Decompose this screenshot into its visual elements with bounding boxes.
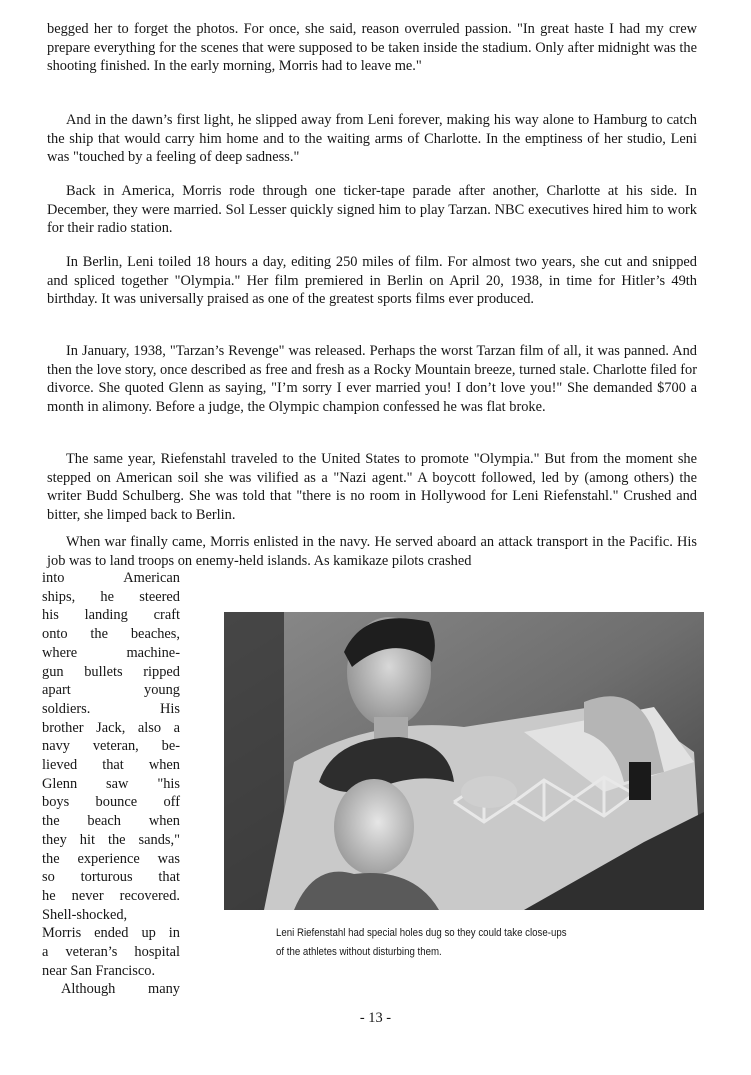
column-line: near San Francisco. — [42, 962, 156, 979]
paragraph-1: begged her to forget the photos. For once, she said, reason overruled passion. "In great haste I had my crew prepare everything for the scenes that were supposed to be taken inside the stadium. Only after midnight was the shooting finished. In the early morning, Morris had to leave me." — [47, 21, 697, 75]
caption-line: Leni Riefenstahl had special holes dug so they could take close-ups — [276, 927, 567, 939]
column-line: ships, he steered — [42, 588, 180, 605]
column-line: boys bounce off — [42, 794, 180, 811]
column-line: brother Jack, also a — [42, 719, 180, 736]
column-line: Morris ended up in — [42, 925, 180, 942]
paragraph-2: And in the dawn’s first light, he slipped away from Leni forever, making his way alone to Hamburg to catch the ship that would carry him home and to the waiting arms of Charlotte. In the emptiness of her studio, Leni was "touched by a feeling of deep sadness." — [47, 112, 697, 166]
column-line: navy veteran, be- — [42, 738, 180, 755]
photo-caption — [276, 924, 646, 962]
column-line: lieved that when — [42, 757, 180, 774]
column-line: gun bullets ripped — [42, 663, 180, 680]
column-line: apart young — [42, 682, 180, 699]
column-line: soldiers. His — [42, 700, 180, 717]
paragraph-7: When war finally came, Morris enlisted in the navy. He served aboard an attack transport in the Pacific. His job was to land troops on enemy-held islands. As kamikaze pilots crashed — [47, 534, 697, 569]
column-line: his landing craft — [42, 607, 180, 624]
column-line: Although many — [61, 981, 180, 998]
column-line: onto the beaches, — [42, 626, 180, 643]
column-line: the beach when — [42, 813, 180, 830]
photograph-illustration — [224, 612, 704, 910]
column-line: Glenn saw "his — [42, 775, 180, 792]
column-line: a veteran’s hospital — [42, 944, 180, 961]
column-line: they hit the sands," — [42, 831, 180, 848]
column-line: into American — [42, 570, 180, 586]
paragraph-5: In January, 1938, "Tarzan’s Revenge" was released. Perhaps the worst Tarzan film of all, it was panned. And then the love story, once described as free and fresh as a Rocky Mountain breeze, turned stale. Charlotte filed for divorce. She quoted Glenn as saying, "I’m sorry I ever married you! I don’t love you!" She demanded $700 a month in alimony. Before a judge, the Olympic champion confessed he was flat broke. — [47, 343, 697, 416]
page-number: - 13 - — [359, 1010, 392, 1026]
column-line: Shell-shocked, — [42, 906, 128, 923]
paragraph-6: The same year, Riefenstahl traveled to the United States to promote "Olympia." But from the moment she stepped on American soil she was vilified as a "Nazi agent." A boycott followed, led by (among others) the writer Budd Schulberg. She was told that "there is no room in Hollywood for Leni Riefenstahl." Crushed and bitter, she limped back to Berlin. — [47, 451, 697, 524]
paragraph-4: In Berlin, Leni toiled 18 hours a day, editing 250 miles of film. For almost two years, she cut and snipped and spliced together "Olympia." Her film premiered in Berlin on April 20, 1938, in time for Hitler’s 49th birthday. It was universally praised as one of the greatest sports films ever produced. — [47, 254, 697, 308]
column-line: the experience was — [42, 850, 180, 867]
photograph — [224, 612, 704, 910]
paragraph-3: Back in America, Morris rode through one ticker-tape parade after another, Charlotte at his side. In December, they were married. Sol Lesser quickly signed him to play Tarzan. NBC executives hired him to work for their radio station. — [47, 183, 697, 237]
column-line: he never recovered. — [42, 887, 180, 904]
caption-line: of the athletes without disturbing them. — [276, 946, 442, 958]
column-line: where machine- — [42, 644, 180, 661]
column-line: so torturous that — [42, 869, 180, 886]
wrapped-text-column — [42, 569, 180, 999]
